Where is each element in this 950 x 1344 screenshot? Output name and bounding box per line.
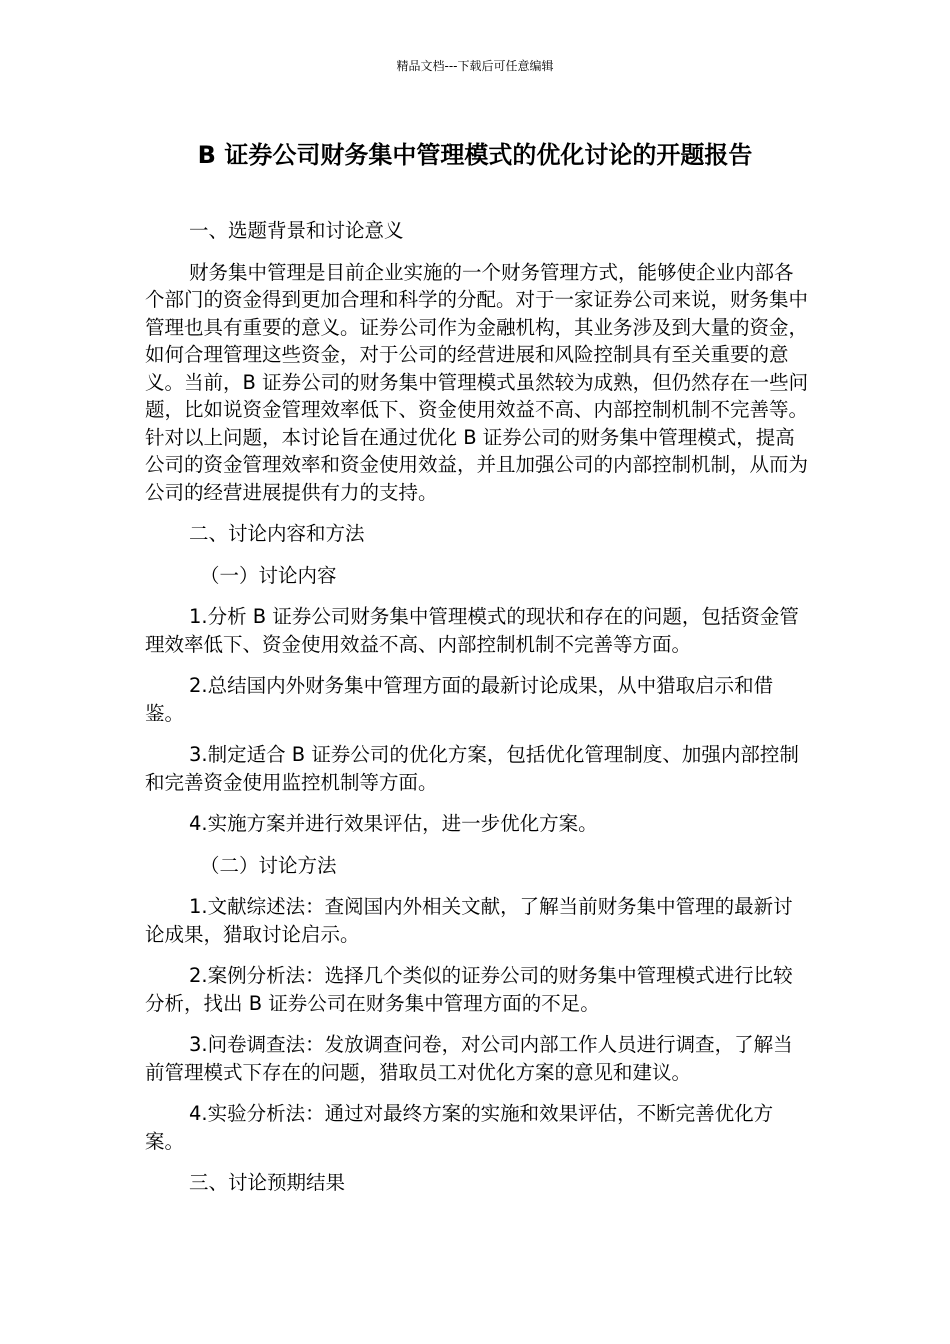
page-header-note: 精品文档---下载后可任意编辑 <box>396 59 554 73</box>
content-item: 1.分析 B 证券公司财务集中管理模式的现状和存在的问题，包括资金管理效率低下、资金使用效益不高、内部控制机制不完善等方面。 <box>145 605 799 656</box>
method-item: 2.案例分析法：选择几个类似的证券公司的财务集中管理模式进行比较分析，找出 B 证券公司在财务集中管理方面的不足。 <box>145 964 793 1015</box>
content-item: 2.总结国内外财务集中管理方面的最新讨论成果，从中猎取启示和借鉴。 <box>145 674 774 725</box>
content-item: 3.制定适合 B 证券公司的优化方案，包括优化管理制度、加强内部控制和完善资金使用监控机制等方面。 <box>145 743 799 794</box>
document-body <box>145 217 810 1211</box>
background-paragraph: 财务集中管理是目前企业实施的一个财务管理方式，能够使企业内部各个部门的资金得到更加合理和科学的分配。对于一家证券公司来说，财务集中管理也具有重要的意义。证券公司作为金融机构，其业务涉及到大量的资金，如何合理管理这些资金，对于公司的经营进展和风险控制具有至关重要的意义。当前，B 证券公司的财务集中管理模式虽然较为成熟，但仍然存在一些问题，比如说资金管理效率低下、资金使用效益不高、内部控制机制不完善等。针对以上问题，本讨论旨在通过优化 B 证券公司的财务集中管理模式，提高公司的资金管理效率和资金使用效益，并且加强公司的内部控制机制，从而为公司的经营进展提供有力的支持。 <box>145 260 809 504</box>
section-heading-background: 一、选题背景和讨论意义 <box>189 219 404 242</box>
subheading-research-content: （一）讨论内容 <box>200 563 337 587</box>
section-heading-expected-results: 三、讨论预期结果 <box>189 1171 346 1194</box>
method-item: 4.实验分析法：通过对最终方案的实施和效果评估，不断完善优化方案。 <box>145 1102 774 1153</box>
method-item: 1.文献综述法：查阅国内外相关文献，了解当前财务集中管理的最新讨论成果，猎取讨论启示。 <box>145 895 793 946</box>
content-item: 4.实施方案并进行效果评估，进一步优化方案。 <box>189 812 598 835</box>
document-title: B 证券公司财务集中管理模式的优化讨论的开题报告 <box>197 141 753 169</box>
method-item: 3.问卷调查法：发放调查问卷，对公司内部工作人员进行调查，了解当前管理模式下存在的问题，猎取员工对优化方案的意见和建议。 <box>145 1033 793 1084</box>
subheading-research-method: （二）讨论方法 <box>200 853 337 877</box>
section-heading-content-method: 二、讨论内容和方法 <box>189 522 365 545</box>
